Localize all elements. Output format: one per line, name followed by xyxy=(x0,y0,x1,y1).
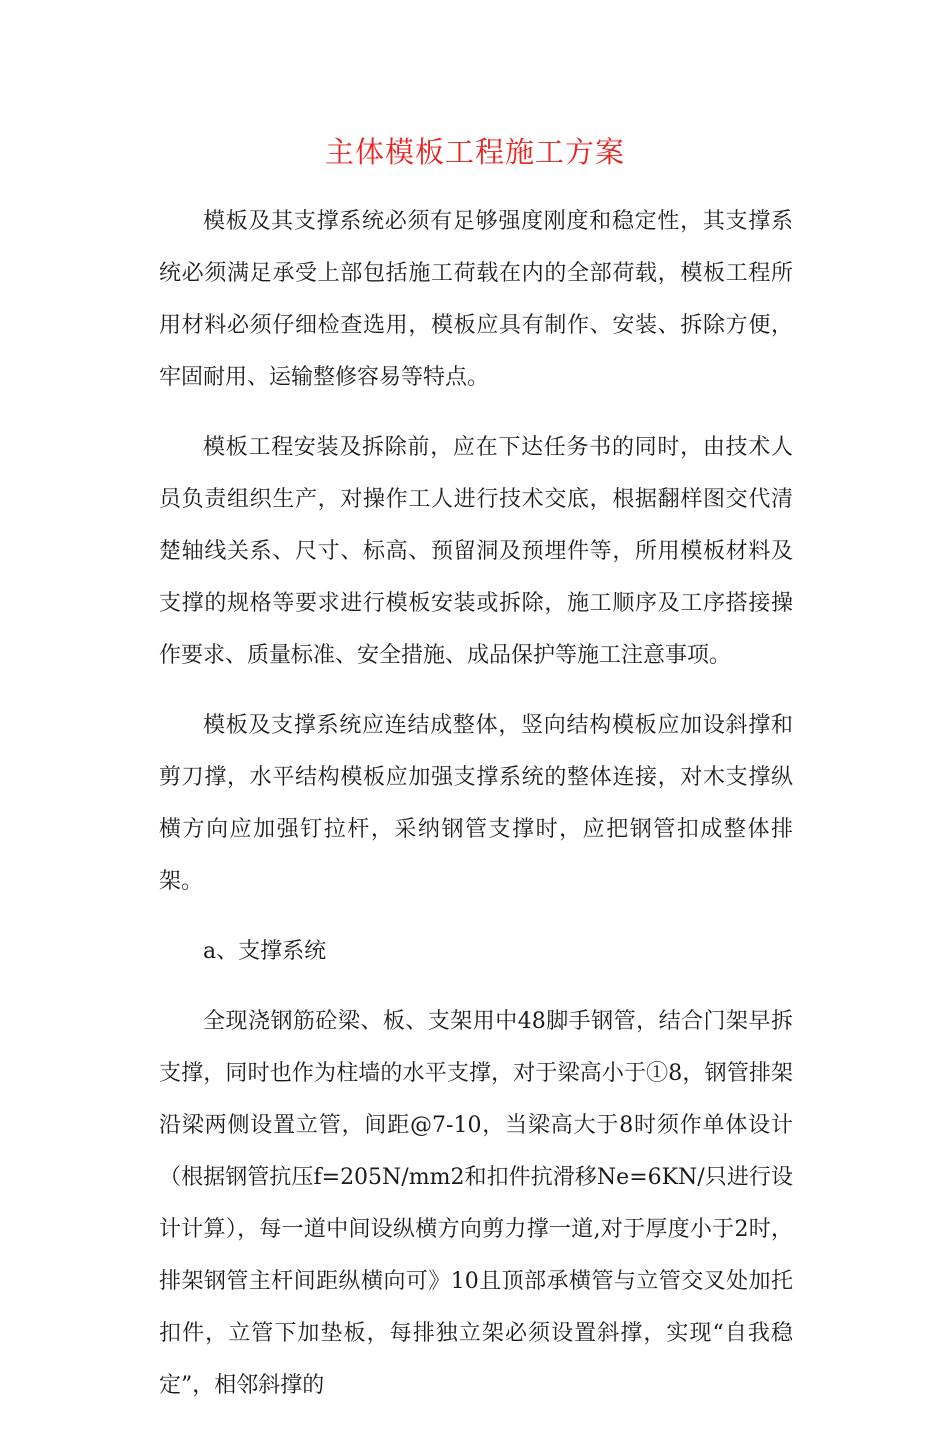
paragraph-integral-connection: 模板及支撑系统应连结成整体，竖向结构模板应加设斜撑和剪刀撑，水平结构模板应加强支撑系统的整体连接，对木支撑纵横方向应加强钉拉杆，采纳钢管支撑时，应把钢管扣成整体排架。 xyxy=(159,713,793,894)
paragraph-technical-briefing: 模板工程安装及拆除前，应在下达任务书的同时，由技术人员负责组织生产，对操作工人进行技术交底，根据翻样图交代清楚轴线关系、尺寸、标高、预留洞及预埋件等，所用模板材料及支撑的规格等要求进行模板安装或拆除，施工顺序及工序搭接操作要求、质量标准、安全措施、成品保护等施工注意事项。 xyxy=(159,435,793,668)
document-body xyxy=(159,196,793,1430)
document-title: 主体模板工程施工方案 xyxy=(324,135,625,169)
section-heading-support-system: a、支撑系统 xyxy=(203,939,327,964)
paragraph-formwork-requirements: 模板及其支撑系统必须有足够强度刚度和稳定性，其支撑系统必须满足承受上部包括施工荷载在内的全部荷载，模板工程所用材料必须仔细检查选用，模板应具有制作、安装、拆除方便，牢固耐用、运输整修容易等特点。 xyxy=(159,209,793,390)
paragraph-steel-pipe-support: 全现浇钢筋砼梁、板、支架用中48脚手钢管，结合门架早拆支撑，同时也作为柱墙的水平支撑，对于梁高小于①8，钢管排架沿梁两侧设置立管，间距@7-10，当梁高大于8时须作单体设计（根据钢管抗压f=205N/mm2和扣件抗滑移Ne=6KN/只进行设计计算），每一道中间设纵横方向剪力撑一道,对于厚度小于2时，排架钢管主杆间距纵横向可》10且顶部承横管与立管交叉处加托扣件，立管下加垫板，每排独立架必须设置斜撑，实现“自我稳定”，相邻斜撑的 xyxy=(159,1009,793,1398)
